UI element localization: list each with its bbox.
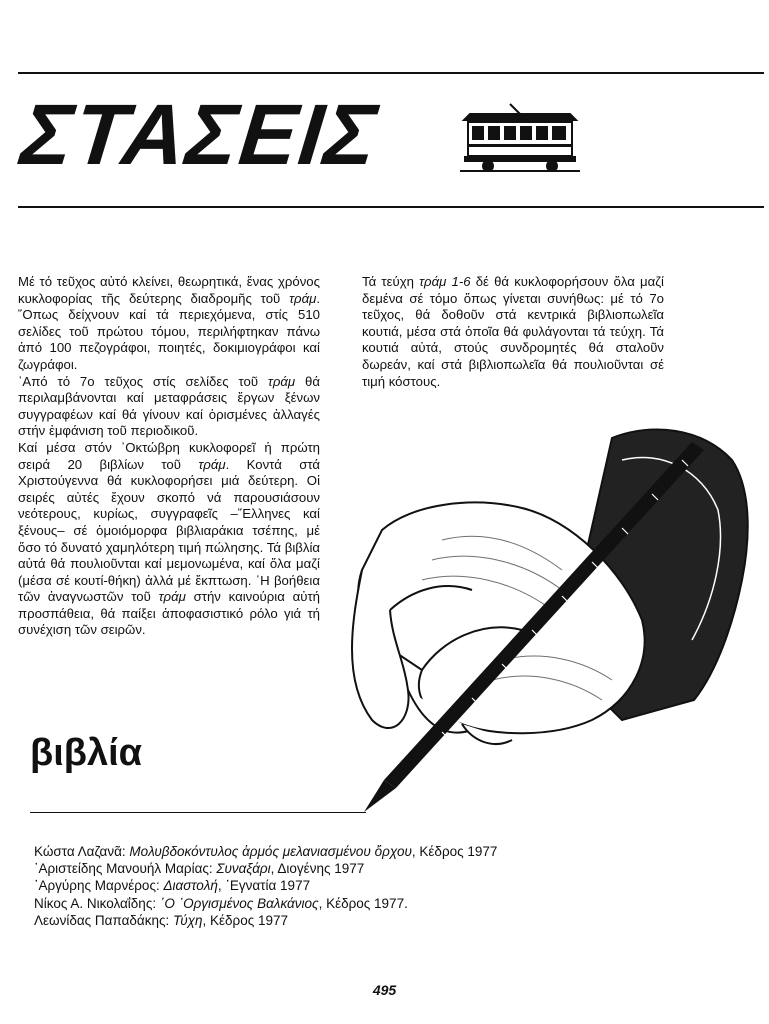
paragraph-2: ᾿Από τό 7ο τεῦχος στίς σελίδες τοῦ τράμ θά περιλαμβάνονται καί μεταφράσεις ἔργων ξένων συγγραφέων καί θά γίνουν καί ὁρισμένες ἀλλαγές στήν ἐμφάνιση τοῦ περιοδικοῦ. — [18, 373, 321, 439]
page-title: ΣΤΑΣΕΙΣ — [16, 87, 383, 183]
top-rule — [18, 72, 764, 74]
list-item: ᾿Αργύρης Μαρνέρος: Διαστολή, ᾿Εγνατία 1977 — [34, 878, 311, 894]
hand-with-pen-illustration — [322, 420, 762, 812]
book-list — [34, 843, 734, 929]
section-rule — [30, 812, 366, 813]
paragraph-3: Καί μέσα στόν ᾿Οκτώβρη κυκλοφορεῖ ἡ πρώτη σειρά 20 βιβλίων τοῦ τράμ. Κοντά στά Χριστούγεννα θά κυκλοφορήσει μιά δεύτερη. Οἱ σειρές αὐτές ἔχουν σκοπό νά παρουσιάσουν νεότερους, κυρίως, συγγραφεῖς –῞Ελληνες καί ξένους– σέ ὁμοιόμορφα βιβλιαράκια τσέπης, μέ ὅσο τό δυνατό χαμηλότερη τιμή πώλησης. Τά βιβλία αὐτά θά πουλιοῦνται καί μεμονωμένα, καί ὅλα μαζί (μέσα σέ κουτί-θήκη) ἀλλά μέ ἔκπτωση. ῾Η βοήθεια τῶν ἀναγνωστῶν τοῦ τράμ στήν καινούρια αὐτή προσπάθεια, θά παίξει ἀποφασιστικό ρόλο γιά τή συνέχιση τῶν σειρῶν. — [18, 439, 320, 638]
tram-illustration — [458, 102, 582, 174]
list-item: Λεωνίδας Παπαδάκης: Τύχη, Κέδρος 1977 — [34, 912, 289, 928]
paragraph-1: Μέ τό τεῦχος αὐτό κλείνει, θεωρητικά, ἕνας χρόνος κυκλοφορίας τῆς δεύτερης διαδρομῆς τοῦ τράμ. ῞Οπως δείχνουν καί τά περιεχόμενα, στίς 510 σελίδες τοῦ πρώτου τόμου, περιλήφτηκαν πάνω ἀπό 100 πεζογράφοι, ποιητές, δοκιμιογράφοι καί ζωγράφοι. — [18, 274, 320, 372]
list-item: ᾿Αριστείδης Μανουήλ Μαρίας: Συναξάρι, Διογένης 1977 — [34, 861, 365, 877]
page-number: 495 — [372, 982, 397, 998]
article-left-column — [18, 274, 320, 639]
list-item: Κώστα Λαζανᾶ: Μολυβδοκόντυλος ἁρμός μελανιασμένου ὄρχου, Κέδρος 1977 — [34, 844, 498, 859]
paragraph-4: Τά τεύχη τράμ 1-6 δέ θά κυκλοφορήσουν ὅλα μαζί δεμένα σέ τόμο ὅπως γίνεται συνήθως: μέ τό 7ο τεῦχος, θά δοθοῦν στά κεντρικά βιβλιοπωλεῖα κουτιά, μέσα στά ὁποῖα θά φυλάγονται τά τεύχη. Τά κουτιά αὐτά, στούς συνδρομητές θά σταλοῦν δωρεάν, καί στά βιβλιοπωλεῖα θά πουλιοῦνται σέ τιμή κόστους. — [362, 274, 664, 389]
section-heading-books: βιβλία — [30, 732, 142, 774]
list-item: Νίκος Α. Νικολαΐδης: ῾Ο ᾿Οργισμένος Βαλκάνιος, Κέδρος 1977. — [34, 895, 408, 911]
article-right-column — [362, 274, 664, 390]
header-rule — [18, 206, 764, 208]
